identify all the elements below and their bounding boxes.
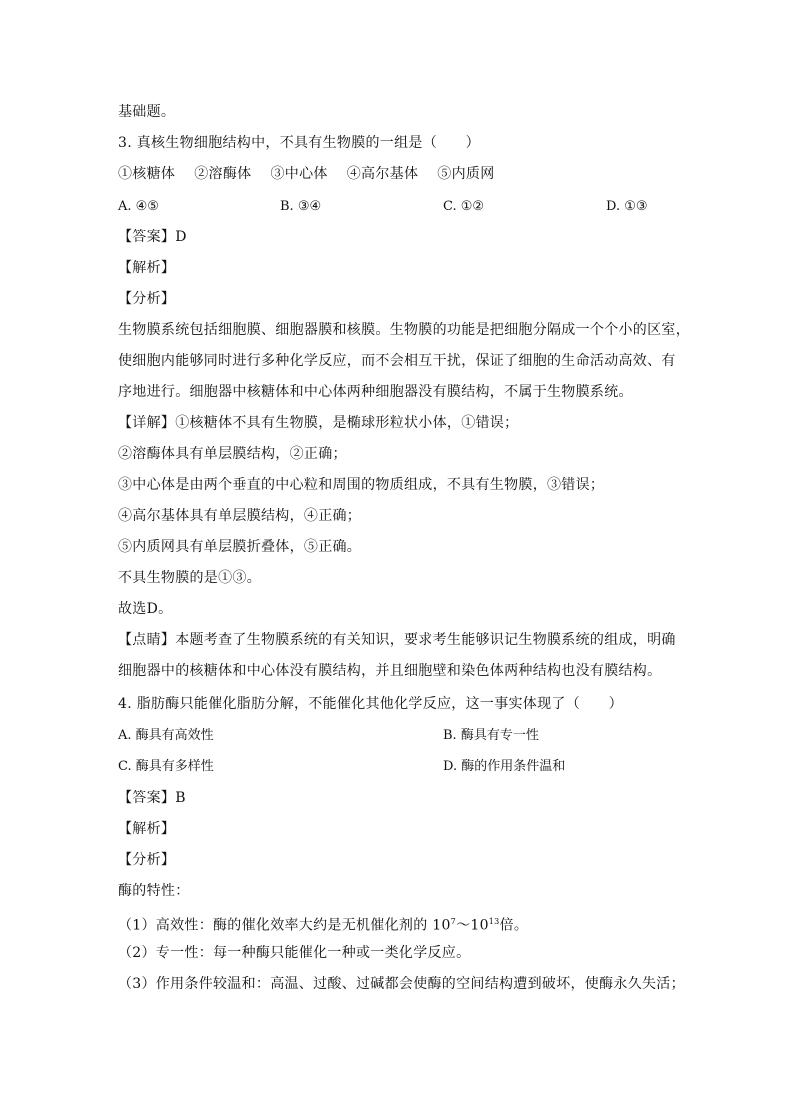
q3-option-b: B. ③④: [280, 199, 322, 214]
text-line: 生物膜系统包括细胞膜、细胞器膜和核膜。生物膜的功能是把细胞分隔成一个个小的区室，: [118, 322, 690, 338]
detail-line: ③中心体是由两个垂直的中心粒和周围的物质组成，不具有生物膜，③错误；: [118, 477, 605, 493]
text-line: 序地进行。细胞器中核糖体和中心体两种细胞器没有膜结构，不属于生物膜系统。: [118, 384, 633, 400]
detail-line: ②溶酶体具有单层膜结构，②正确；: [118, 446, 347, 462]
text-segment: ～10: [456, 917, 489, 934]
text-line: 故选D。: [118, 601, 173, 617]
analysis-label: 【解析】: [118, 260, 176, 276]
question-3-items: ①核糖体 ②溶酶体 ③中心体 ④高尔基体 ⑤内质网: [118, 166, 495, 182]
text-segment: （1）高效性：酶的催化效率大约是无机催化剂的 10: [118, 917, 451, 934]
q4-option-c: C. 酶具有多样性: [118, 759, 214, 774]
text-line: 使细胞内能够同时进行多种化学反应，而不会相互干扰，保证了细胞的生命活动高效、有: [118, 353, 676, 369]
enzyme-property-line: [118, 912, 528, 936]
answer-label: 【答案】B: [118, 790, 186, 806]
superscript: 7: [450, 917, 457, 926]
breakdown-label: 【分析】: [118, 852, 176, 868]
text-line: 不具生物膜的是①③。: [118, 570, 261, 586]
superscript: 13: [488, 917, 500, 926]
comment-line: 【点睛】本题考查了生物膜系统的有关知识，要求考生能够识记生物膜系统的组成，明确: [118, 632, 676, 648]
q4-option-a: A. 酶具有高效性: [118, 728, 214, 743]
text-line: 基础题。: [118, 104, 176, 120]
answer-label: 【答案】D: [118, 229, 187, 245]
detail-line: ④高尔基体具有单层膜结构，④正确；: [118, 508, 362, 524]
detail-line: ⑤内质网具有单层膜折叠体，⑤正确。: [118, 539, 362, 555]
detail-line: 【详解】①核糖体不具有生物膜，是椭球形粒状小体，①错误；: [118, 415, 519, 431]
comment-line: 细胞器中的核糖体和中心体没有膜结构，并且细胞壁和染色体两种结构也没有膜结构。: [118, 663, 662, 679]
question-3-stem: 3. 真核生物细胞结构中，不具有生物膜的一组是（ ）: [118, 135, 480, 151]
question-4-stem: 4. 脂肪酶只能催化脂肪分解，不能催化其他化学反应，这一事实体现了（ ）: [118, 696, 623, 712]
breakdown-label: 【分析】: [118, 291, 176, 307]
text-segment: 倍。: [499, 917, 529, 934]
q4-option-d: D. 酶的作用条件温和: [443, 759, 566, 774]
enzyme-property-line: （3）作用条件较温和：高温、过酸、过碱都会使酶的空间结构遭到破坏，使酶永久失活；: [118, 976, 685, 992]
text-line: 酶的特性：: [118, 883, 190, 899]
q3-option-d: D. ①③: [606, 199, 648, 214]
q4-option-b: B. 酶具有专一性: [443, 728, 539, 743]
enzyme-property-line: （2）专一性：每一种酶只能催化一种或一类化学反应。: [118, 945, 471, 961]
q3-option-a: A. ④⑤: [118, 199, 159, 214]
analysis-label: 【解析】: [118, 821, 176, 837]
q3-option-c: C. ①②: [443, 199, 485, 214]
